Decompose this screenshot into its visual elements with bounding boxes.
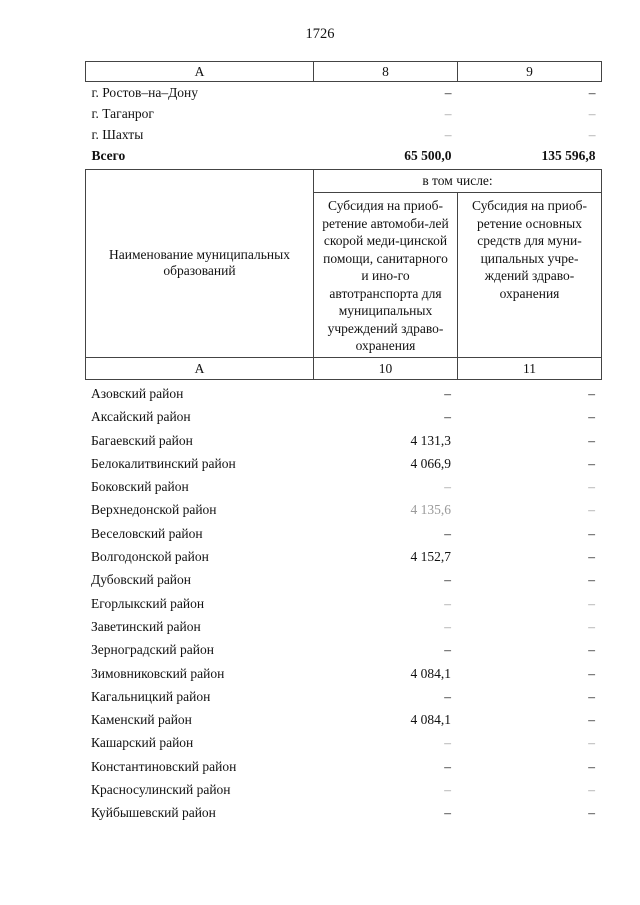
table-row xyxy=(85,638,601,661)
value-c10: – xyxy=(444,525,451,541)
table-row xyxy=(85,778,601,801)
value-c11: – xyxy=(588,642,595,658)
value-c9: – xyxy=(588,127,596,142)
value-c10: – xyxy=(444,758,451,774)
value-c10: – xyxy=(444,386,451,401)
total-col8: 65 500,0 xyxy=(404,148,452,163)
municipality-name: г. Таганрог xyxy=(91,106,154,121)
table-row xyxy=(85,801,601,824)
municipality-name: г. Шахты xyxy=(91,127,144,142)
table-row xyxy=(85,731,601,754)
subsidy-fixed-assets-header: Субсидия на приоб-ретение основных средств для муни-ципальных учре-ждений здраво-охранения xyxy=(458,193,602,358)
table-row xyxy=(85,475,601,498)
municipality-name: Боковский район xyxy=(91,479,189,495)
value-c10: – xyxy=(444,572,451,588)
value-c11: – xyxy=(588,455,595,471)
value-c11: – xyxy=(588,782,595,798)
total-label: Всего xyxy=(91,148,126,163)
table-row xyxy=(85,708,601,731)
value-c10: 4 135,6 xyxy=(410,502,451,518)
table-row xyxy=(85,615,601,638)
table-header-block xyxy=(85,169,602,380)
municipality-name: Егорлыкский район xyxy=(91,595,205,611)
value-c11: – xyxy=(588,665,595,681)
table-row xyxy=(85,405,601,428)
table-top-fragment xyxy=(85,61,602,166)
value-c9: – xyxy=(588,106,596,121)
table-row xyxy=(85,429,601,452)
column-code-10: 10 xyxy=(314,357,458,379)
value-c11: – xyxy=(588,549,595,565)
municipality-name: г. Ростов–на–Дону xyxy=(91,85,199,100)
municipality-name: Дубовский район xyxy=(91,572,192,588)
column-code-9: 9 xyxy=(458,62,602,82)
table-row xyxy=(85,522,601,545)
municipality-name: Азовский район xyxy=(91,386,184,401)
municipality-name: Константиновский район xyxy=(91,758,237,774)
total-col9: 135 596,8 xyxy=(541,148,596,163)
column-code-row-2 xyxy=(86,357,602,379)
value-c10: 4 084,1 xyxy=(410,665,451,681)
value-c10: – xyxy=(444,618,451,634)
value-c11: – xyxy=(588,572,595,588)
municipality-name: Аксайский район xyxy=(91,409,191,425)
value-c10: 4 084,1 xyxy=(410,712,451,728)
value-c11: – xyxy=(588,595,595,611)
subsidy-ambulance-header: Субсидия на приоб-ретение автомоби-лей скорой меди-цинской помощи, санитарного и ино-го автотранспорта для муниципальных учреждений здраво-охранения xyxy=(314,193,458,358)
municipality-name: Белокалитвинский район xyxy=(91,455,236,471)
districts-table xyxy=(85,382,601,825)
value-c8: – xyxy=(444,85,452,100)
municipality-name: Заветинский район xyxy=(91,618,201,634)
table-row xyxy=(85,382,601,405)
municipality-name: Верхнедонской район xyxy=(91,502,217,518)
value-c10: – xyxy=(444,735,451,751)
table-row xyxy=(86,82,602,104)
municipality-name: Волгодонской район xyxy=(91,549,209,565)
municipality-name-header: Наименование муниципальных образований xyxy=(86,170,314,358)
including-header: в том числе: xyxy=(314,170,602,193)
table-row xyxy=(85,592,601,615)
column-code-row xyxy=(86,62,602,82)
value-c11: – xyxy=(588,618,595,634)
value-c11: – xyxy=(588,409,595,425)
value-c10: 4 131,3 xyxy=(410,432,451,448)
page-number: 1726 xyxy=(305,26,335,42)
value-c11: – xyxy=(588,386,595,401)
municipality-name: Кагальницкий район xyxy=(91,688,211,704)
value-c10: 4 152,7 xyxy=(410,549,451,565)
value-c11: – xyxy=(588,758,595,774)
value-c9: – xyxy=(588,85,596,100)
table-row xyxy=(86,103,602,124)
value-c11: – xyxy=(588,479,595,495)
value-c8: – xyxy=(444,127,452,142)
municipality-name: Зимовниковский район xyxy=(91,665,225,681)
municipality-name: Кашарский район xyxy=(91,735,194,751)
column-code-a: А xyxy=(86,62,314,82)
municipality-name: Багаевский район xyxy=(91,432,193,448)
table-row xyxy=(85,568,601,591)
column-code-11: 11 xyxy=(458,357,602,379)
value-c11: – xyxy=(588,735,595,751)
value-c11: – xyxy=(588,712,595,728)
value-c10: – xyxy=(444,688,451,704)
municipality-name: Красносулинский район xyxy=(91,782,231,798)
total-row xyxy=(86,145,602,166)
table-row xyxy=(85,545,601,568)
column-code-8: 8 xyxy=(314,62,458,82)
value-c10: – xyxy=(444,805,451,821)
value-c11: – xyxy=(588,805,595,821)
table-row xyxy=(85,662,601,685)
value-c10: 4 066,9 xyxy=(410,455,451,471)
municipality-name: Зерноградский район xyxy=(91,642,214,658)
value-c10: – xyxy=(444,409,451,425)
table-row xyxy=(85,685,601,708)
municipality-name: Куйбышевский район xyxy=(91,805,216,821)
value-c10: – xyxy=(444,479,451,495)
table-row xyxy=(85,452,601,475)
table-row xyxy=(85,498,601,521)
value-c11: – xyxy=(588,688,595,704)
value-c11: – xyxy=(588,432,595,448)
value-c10: – xyxy=(444,642,451,658)
value-c8: – xyxy=(444,106,452,121)
municipality-name: Веселовский район xyxy=(91,525,203,541)
value-c11: – xyxy=(588,525,595,541)
table-row xyxy=(85,755,601,778)
table-row xyxy=(86,124,602,145)
value-c10: – xyxy=(444,595,451,611)
value-c11: – xyxy=(588,502,595,518)
municipality-name: Каменский район xyxy=(91,712,192,728)
value-c10: – xyxy=(444,782,451,798)
column-code-a-2: А xyxy=(86,357,314,379)
